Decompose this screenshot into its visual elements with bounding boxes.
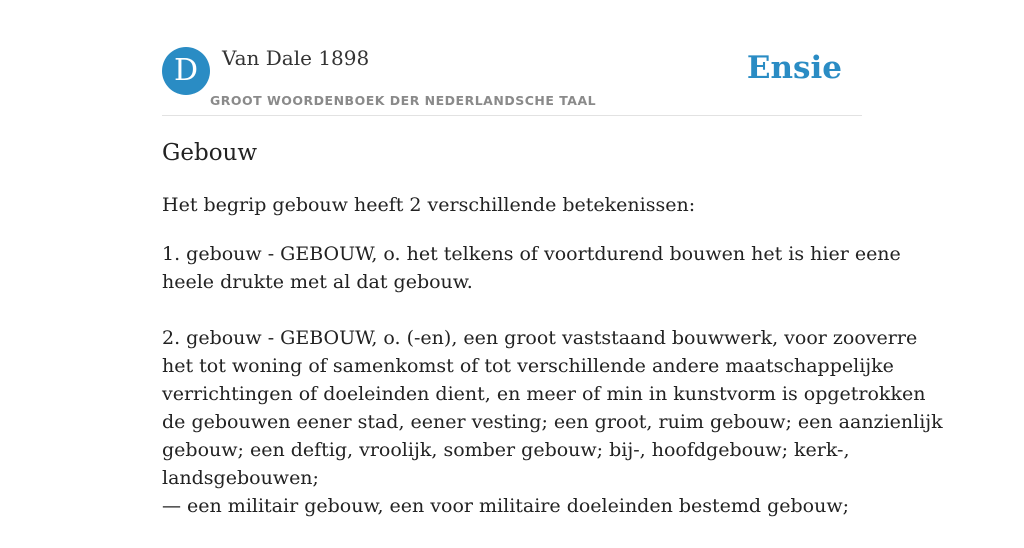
definition-line: 2. gebouw - GEBOUW, o. (-en), een groot vaststaand bouwwerk, voor zooverre	[162, 327, 918, 349]
definition-line: — een militair gebouw, een voor militaire doeleinden bestemd gebouw;	[162, 495, 850, 517]
definition-line: het tot woning of samenkomst of tot verschillende andere maatschappelijke	[162, 355, 894, 377]
definition-line: 1. gebouw - GEBOUW, o. het telkens of voortdurend bouwen het is hier eene	[162, 243, 901, 265]
entry-intro: Het begrip gebouw heeft 2 verschillende betekenissen:	[162, 194, 696, 216]
definition-line: landsgebouwen;	[162, 467, 319, 489]
definition-line: verrichtingen of doeleinden dient, en meer of min in kunstvorm is opgetrokken	[162, 383, 926, 405]
definition-line: de gebouwen eener stad, eener vesting; een groot, ruim gebouw; een aanzienlijk	[162, 411, 943, 433]
header	[162, 0, 862, 116]
source-title[interactable]: Van Dale 1898	[222, 46, 370, 70]
definition-2	[162, 324, 943, 520]
definitions-list	[162, 240, 943, 548]
source-logo[interactable]: D	[162, 47, 210, 95]
definition-line: heele drukte met al dat gebouw.	[162, 271, 473, 293]
definition-line: gebouw; een deftig, vroolijk, somber gebouw; bij-, hoofdgebouw; kerk-,	[162, 439, 850, 461]
source-subtitle: GROOT WOORDENBOEK DER NEDERLANDSCHE TAAL	[210, 93, 597, 108]
definition-1	[162, 240, 901, 296]
entry-title: Gebouw	[162, 140, 258, 166]
ensie-logo[interactable]: Ensie	[746, 50, 842, 86]
page	[162, 0, 943, 517]
